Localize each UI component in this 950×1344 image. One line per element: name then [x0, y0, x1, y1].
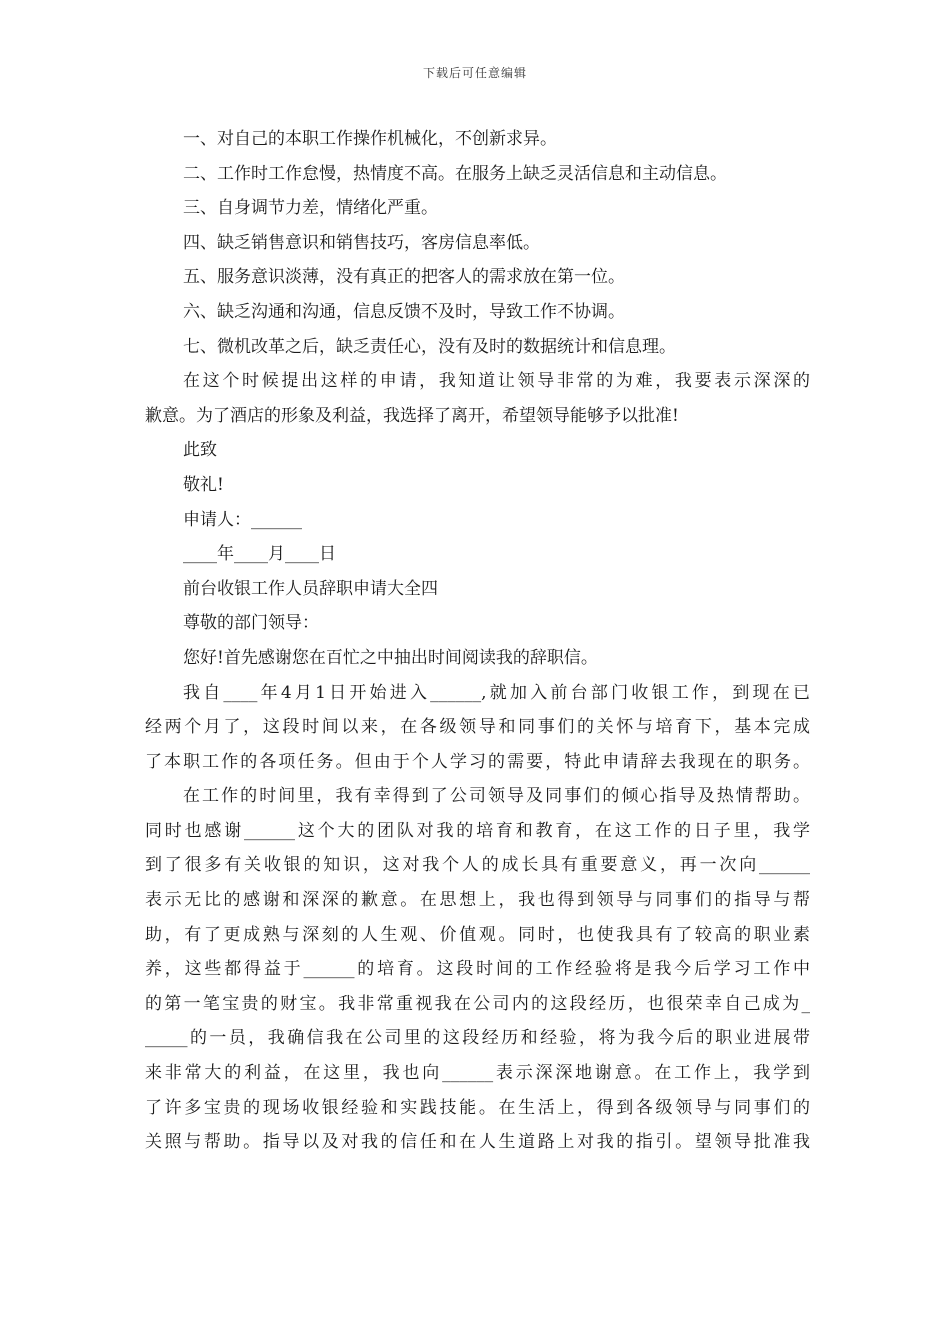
text-line: 来非常大的利益，在这里，我也向______表示深深地谢意。在工作上，我学到	[145, 1063, 810, 1084]
text-line: 表示无比的感谢和深深的歉意。在思想上，我也得到领导与同事们的指导与帮	[145, 890, 810, 911]
text-line: 养，这些都得益于______的培育。这段时间的工作经验将是我今后学习工作中	[145, 959, 810, 980]
text-line: 尊敬的部门领导：	[183, 613, 319, 634]
text-line: 七、微机改革之后，缺乏责任心，没有及时的数据统计和信息理。	[183, 336, 676, 357]
text-line: 申请人：______	[183, 509, 302, 530]
text-line: 了许多宝贵的现场收银经验和实践技能。在生活上，得到各级领导与同事们的	[145, 1097, 810, 1118]
text-line: 前台收银工作人员辞职申请大全四	[183, 578, 438, 599]
text-line: 在这个时候提出这样的申请，我知道让领导非常的为难，我要表示深深的	[183, 371, 810, 392]
text-line: 二、工作时工作怠慢，热情度不高。在服务上缺乏灵活信息和主动信息。	[183, 163, 727, 184]
text-line: 的第一笔宝贵的财宝。我非常重视我在公司内的这段经历，也很荣幸自己成为_	[145, 993, 810, 1014]
text-line: 歉意。为了酒店的形象及利益，我选择了离开，希望领导能够予以批准!	[145, 405, 679, 426]
text-line: 您好!首先感谢您在百忙之中抽出时间阅读我的辞职信。	[183, 647, 598, 668]
text-line: 同时也感谢______这个大的团队对我的培育和教育，在这工作的日子里，我学	[145, 820, 810, 841]
page-header-note: 下载后可任意编辑	[422, 66, 527, 80]
text-line: 我自____年4月1日开始进入______,就加入前台部门收银工作，到现在已	[183, 682, 810, 703]
document-body	[145, 122, 810, 1160]
text-line: 到了很多有关收银的知识，这对我个人的成长具有重要意义，再一次向______	[145, 855, 810, 876]
text-line: 三、自身调节力差，情绪化严重。	[183, 198, 438, 219]
text-line: 关照与帮助。指导以及对我的信任和在人生道路上对我的指引。望领导批准我	[145, 1132, 810, 1153]
text-line: 五、服务意识淡薄，没有真正的把客人的需求放在第一位。	[183, 267, 625, 288]
text-line: ____年____月____日	[183, 544, 336, 565]
text-line: 了本职工作的各项任务。但由于个人学习的需要，特此申请辞去我现在的职务。	[145, 751, 810, 772]
text-line: 在工作的时间里，我有幸得到了公司领导及同事们的倾心指导及热情帮助。	[183, 786, 810, 807]
text-line: 敬礼!	[183, 474, 224, 495]
text-line: 一、对自己的本职工作操作机械化，不创新求异。	[183, 129, 557, 149]
text-line: 助，有了更成熟与深刻的人生观、价值观。同时，也使我具有了较高的职业素	[145, 924, 810, 945]
text-line: 四、缺乏销售意识和销售技巧，客房信息率低。	[183, 232, 540, 253]
text-line: 六、缺乏沟通和沟通，信息反馈不及时，导致工作不协调。	[183, 301, 625, 322]
text-line: _____的一员，我确信我在公司里的这段经历和经验，将为我今后的职业进展带	[145, 1028, 810, 1049]
text-line: 经两个月了，这段时间以来，在各级领导和同事们的关怀与培育下，基本完成	[145, 717, 810, 738]
text-line: 此致	[183, 440, 217, 461]
